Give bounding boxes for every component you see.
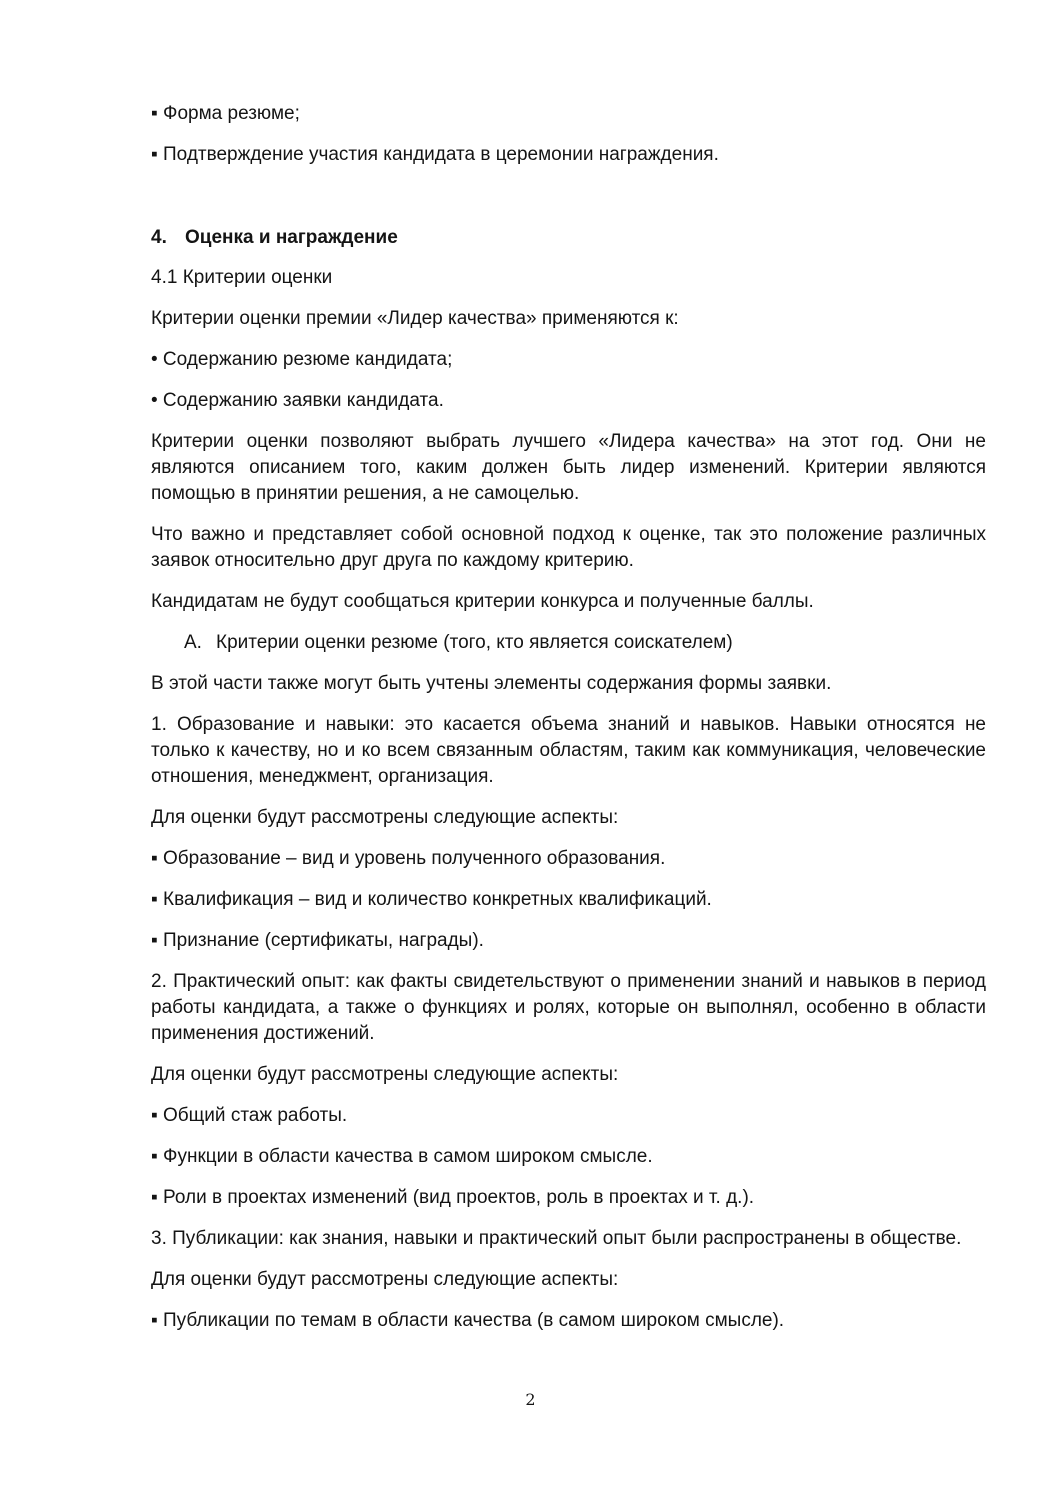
paragraph: Для оценки будут рассмотрены следующие аспекты: <box>151 1064 619 1085</box>
paragraph: Для оценки будут рассмотрены следующие аспекты: <box>151 807 619 828</box>
list-item: ▪ Общий стаж работы. <box>151 1105 348 1126</box>
paragraph: 3. Публикации: как знания, навыки и практический опыт были распространены в обществе. <box>151 1228 962 1249</box>
list-item: ▪ Подтверждение участия кандидата в церемонии награждения. <box>151 144 719 165</box>
list-item: • Содержанию резюме кандидата; <box>151 349 453 370</box>
subsection-title: 4.1 Критерии оценки <box>151 267 333 288</box>
paragraph: Что важно и представляет собой основной подход к оценке, так это положение различных заявок относительно друг друга по каждому критерию. <box>151 524 986 571</box>
list-item: ▪ Роли в проектах изменений (вид проектов, роль в проектах и т. д.). <box>151 1187 755 1208</box>
section-title: Оценка и награждение <box>185 227 398 248</box>
paragraph: В этой части также могут быть учтены элементы содержания формы заявки. <box>151 673 832 694</box>
paragraph: Критерии оценки позволяют выбрать лучшего «Лидера качества» на этот год. Они не являются описанием того, каким должен быть лидер изменений. Критерии являются помощью в принятии решения, а не самоцелью. <box>151 431 986 504</box>
sublist-text: Критерии оценки резюме (того, кто является соискателем) <box>216 632 733 653</box>
list-item: ▪ Признание (сертификаты, награды). <box>151 930 484 951</box>
list-item: ▪ Форма резюме; <box>151 103 300 124</box>
list-item: • Содержанию заявки кандидата. <box>151 390 444 411</box>
list-item: ▪ Публикации по темам в области качества (в самом широком смысле). <box>151 1310 785 1331</box>
sublist-item <box>151 630 986 656</box>
paragraph: 2. Практический опыт: как факты свидетельствуют о применении знаний и навыков в период работы кандидата, а также о функциях и ролях, которые он выполнял, особенно в области применения достижений. <box>151 971 986 1044</box>
paragraph: Критерии оценки премии «Лидер качества» применяются к: <box>151 308 679 329</box>
sublist-marker: A. <box>184 632 202 653</box>
paragraph: Кандидатам не будут сообщаться критерии конкурса и полученные баллы. <box>151 591 814 612</box>
list-item: ▪ Образование – вид и уровень полученного образования. <box>151 848 666 869</box>
paragraph: Для оценки будут рассмотрены следующие аспекты: <box>151 1269 619 1290</box>
list-item: ▪ Квалификация – вид и количество конкретных квалификаций. <box>151 889 712 910</box>
document-page <box>151 101 986 1334</box>
page-number: 2 <box>525 1390 536 1409</box>
section-number: 4. <box>151 227 167 248</box>
section-heading <box>151 225 986 251</box>
paragraph: 1. Образование и навыки: это касается объема знаний и навыков. Навыки относятся не только к качеству, но и ко всем связанным областям, таким как коммуникация, человеческие отношения, менеджмент, организация. <box>151 714 986 787</box>
list-item: ▪ Функции в области качества в самом широком смысле. <box>151 1146 653 1167</box>
